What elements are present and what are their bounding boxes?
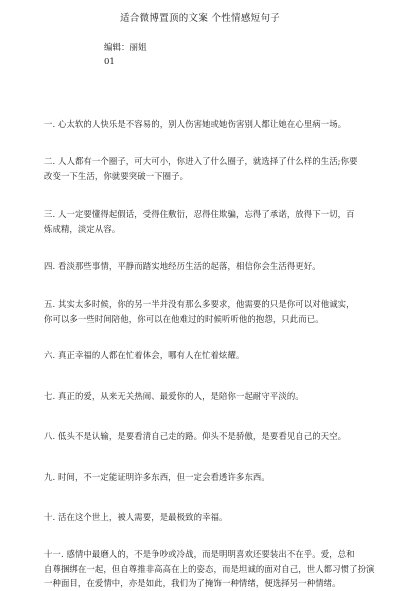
paragraph-10 xyxy=(44,510,376,525)
paragraph-line: 六. 真正幸福的人都在忙着体会，哪有人在忙着炫耀。 xyxy=(44,350,245,360)
paragraph-line: 五. 其实太多时候，你的另一半并没有那么多要求，他需要的只是你可以对他诚实， xyxy=(44,299,355,309)
paragraph-line: 改变一下生活，你就要突破一下圈子。 xyxy=(44,170,189,181)
paragraph-line: 七. 真正的爱，从来无关热闹、最爱你的人，是陪你一起耐守平淡的。 xyxy=(44,391,304,401)
paragraph-line: 一. 心太软的人快乐是不容易的，别人伤害她或她伤害别人都让她在心里病一场。 xyxy=(44,119,347,129)
paragraph-8 xyxy=(44,429,376,444)
paragraph-line: 八. 低头不是认输，是要看清自己走的路。仰头不是骄傲，是要看见自己的天空。 xyxy=(44,431,347,441)
paragraph-line: 九. 时间，不一定能证明许多东西，但一定会看透许多东西。 xyxy=(44,472,270,482)
paragraph-11 xyxy=(44,547,376,591)
paragraph-line: 一种面目，在爱情中，亦是如此，我们为了掩饰一种情绪，便选择另一种情绪。 xyxy=(44,578,341,588)
paragraph-9 xyxy=(44,470,376,485)
number-line: 01 xyxy=(104,57,115,67)
paragraph-1 xyxy=(44,117,376,132)
paragraph-2 xyxy=(44,154,376,183)
paragraph-3 xyxy=(44,207,376,236)
page-title: 适合微博置顶的文案 个性情感短句子 xyxy=(119,13,281,24)
paragraph-6 xyxy=(44,348,376,363)
paragraph-line: 自尊捆绑在一起，但自尊推非高高在上的姿态，而是坦诚的面对自己，世人都习惯了扮演 xyxy=(44,563,375,574)
paragraph-line: 四. 看淡那些事情，平静而踏实地经历生活的起落，相信你会生活得更好。 xyxy=(44,261,321,271)
paragraph-line: 十. 活在这个世上，被人需要，是最极致的幸福。 xyxy=(44,512,228,522)
paragraph-line: 二. 人人都有一个圈子，可大可小，你进入了什么圈子，就选择了什么样的生活;你要 xyxy=(44,156,358,166)
paragraph-7 xyxy=(44,389,376,404)
paragraph-line: 十一. 感情中最磨人的，不是争吵或冷战，而是明明喜欢还要装出不在乎。爱，总和 xyxy=(44,549,355,559)
paragraph-5 xyxy=(44,297,376,326)
editor-line: 编辑：丽姐 xyxy=(104,43,147,53)
paragraph-4 xyxy=(44,259,376,274)
paragraph-line: 三. 人一定要懂得起假话，受得住敷衍，忍得住欺骗，忘得了承诺，放得下一切，百 xyxy=(44,209,355,219)
paragraph-line: 炼成精，淡定从容。 xyxy=(44,223,121,234)
document-meta xyxy=(104,41,147,69)
paragraph-line: 你可以多一些时间陪他，你可以在他难过的时候听听他的抱怨，只此而已。 xyxy=(44,313,324,324)
